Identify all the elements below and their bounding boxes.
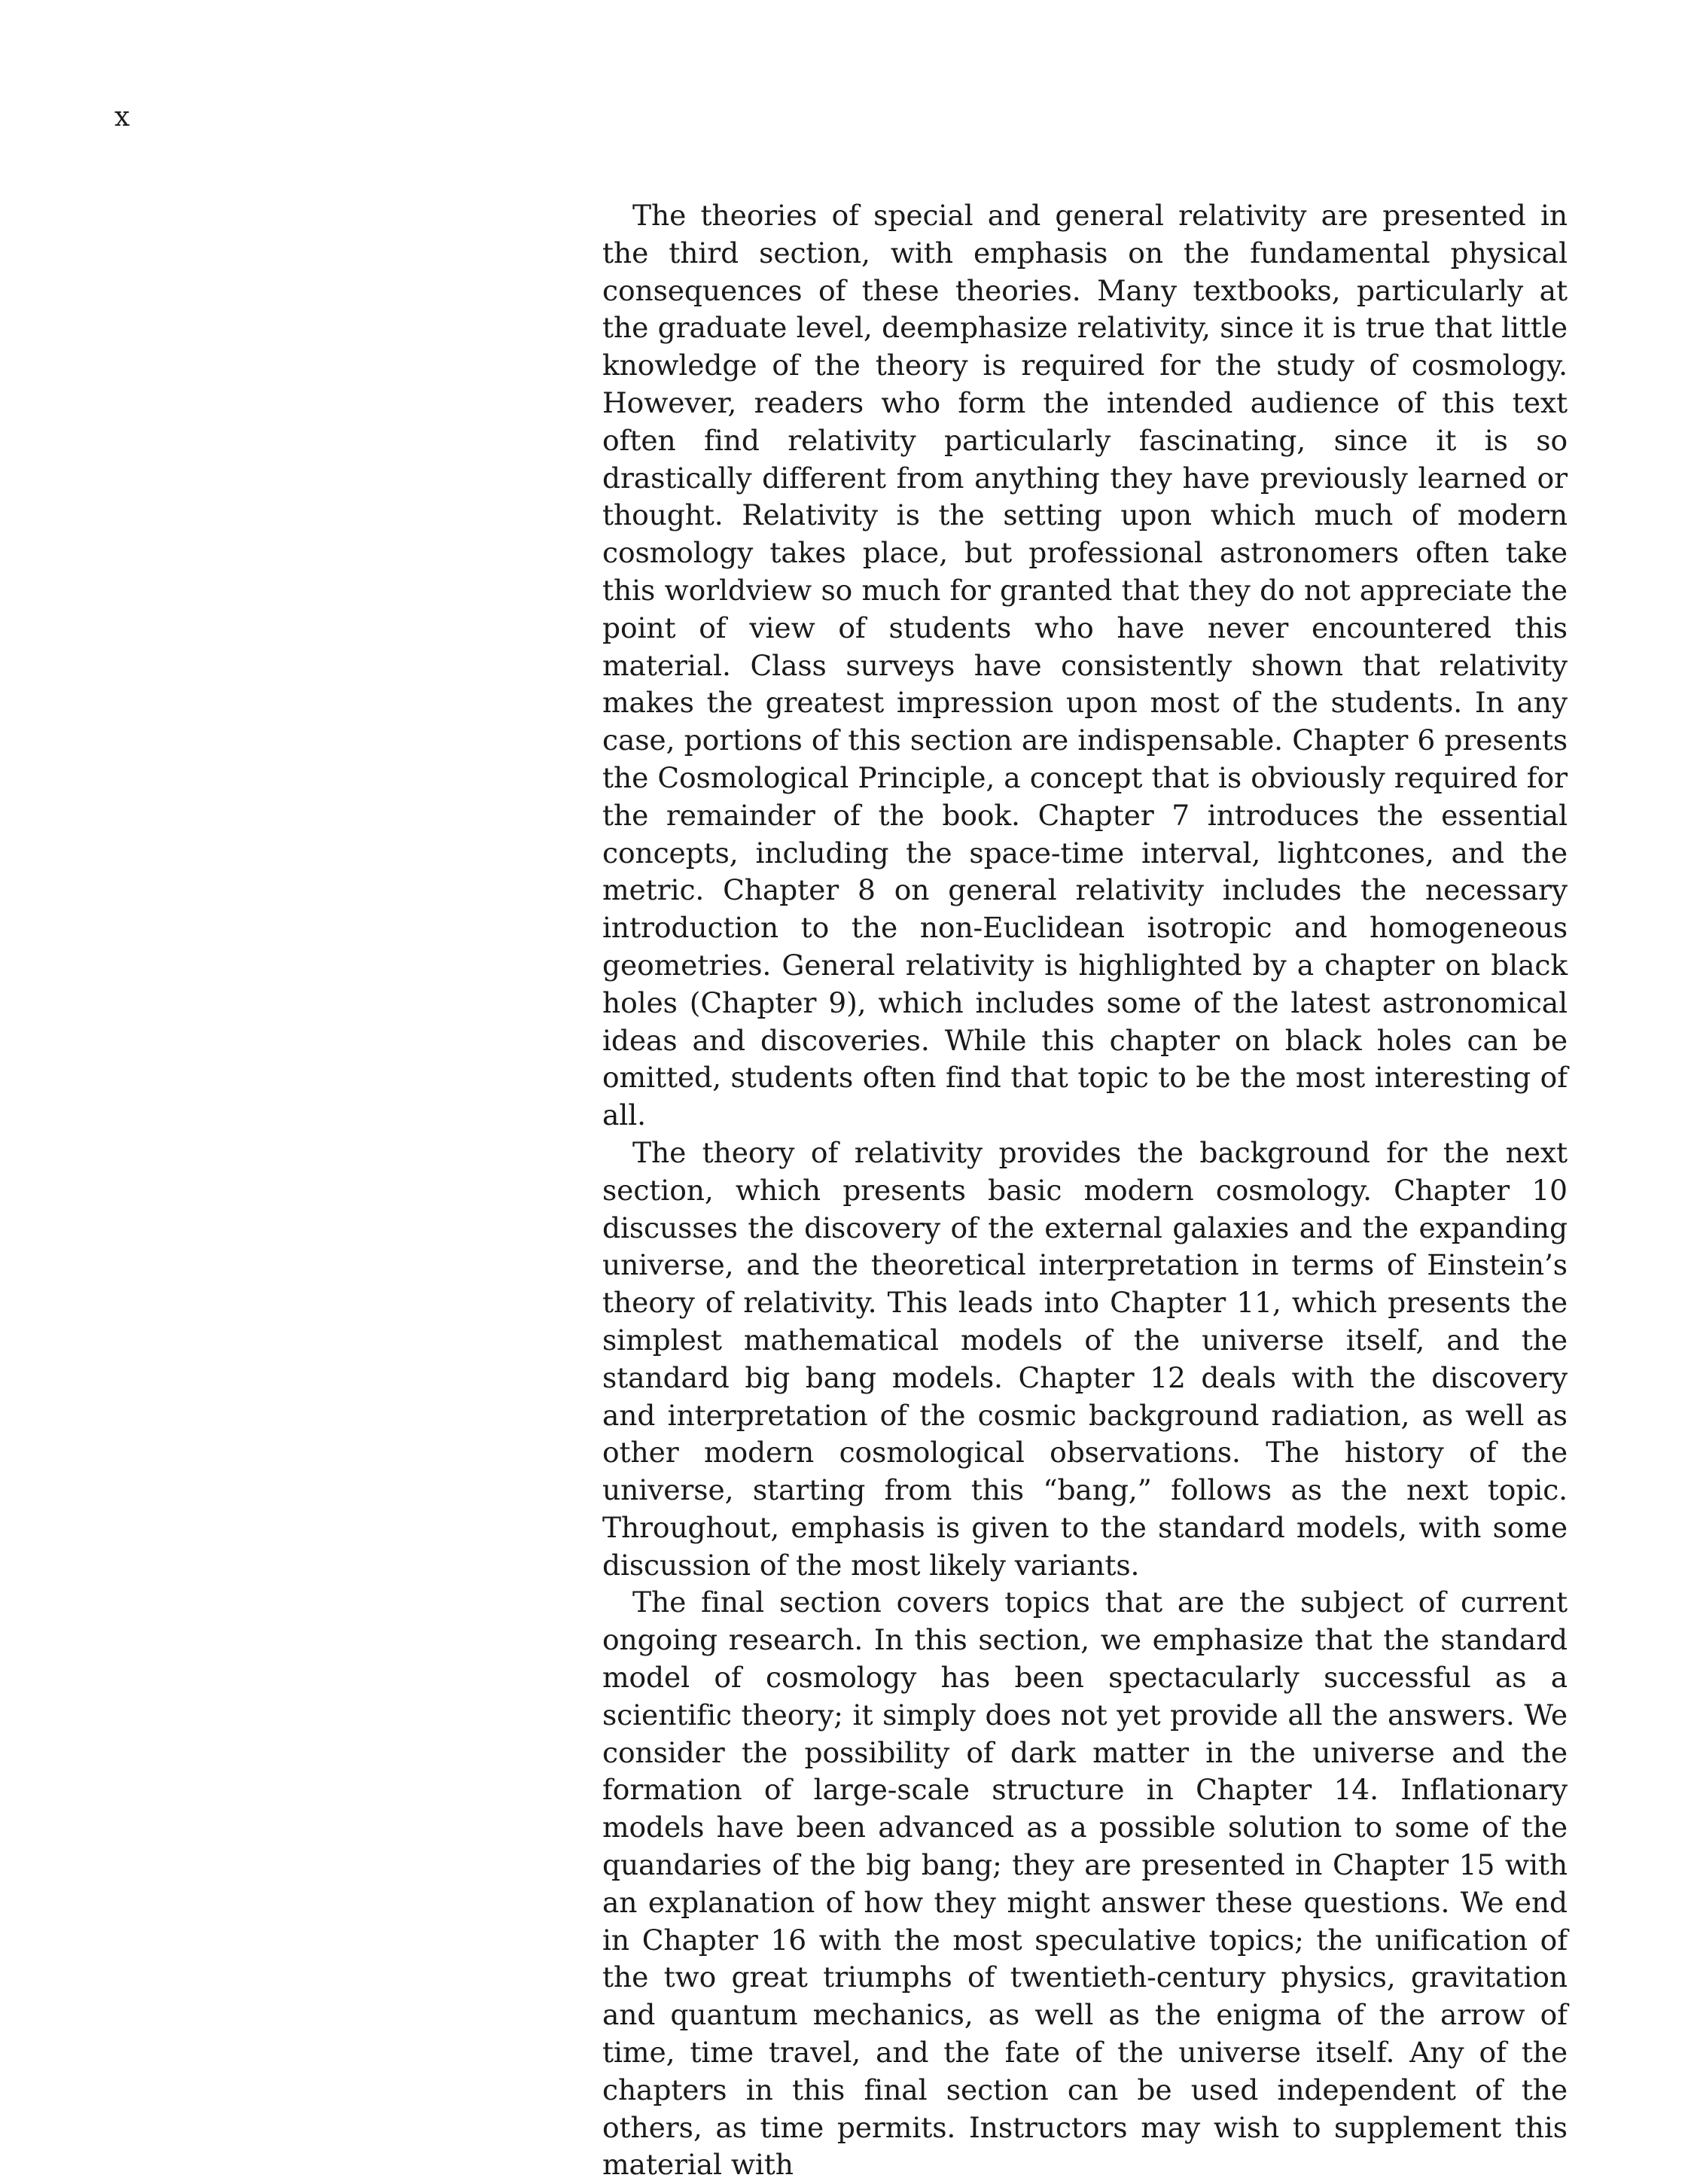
page-number: x [114, 102, 130, 133]
paragraph-relativity-section: The theories of special and general relativity are presented in the third section, with emphasis on the fundamental physical consequences of these theories. Many textbooks, particularly at the graduate level, deemphasize relativity, since it is true that little knowledge of the theory is required for the study of cosmology. However, readers who form the intended audience of this text often find relativity particularly fascinating, since it is so drastically different from anything they have previously learned or thought. Relativity is the setting upon which much of modern cosmology takes place, but professional astronomers often take this worldview so much for granted that they do not appreciate the point of view of students who have never encountered this material. Class surveys have consistently shown that relativity makes the greatest impression upon most of the students. In any case, portions of this section are indispensable. Chapter 6 presents the Cosmological Principle, a concept that is obviously required for the remainder of the book. Chapter 7 introduces the essential concepts, including the space-time interval, lightcones, and the metric. Chapter 8 on general relativity includes the necessary introduction to the non-Euclidean isotropic and homogeneous geometries. General relativity is highlighted by a chapter on black holes (Chapter 9), which includes some of the latest astronomical ideas and discoveries. While this chapter on black holes can be omitted, students often find that topic to be the most interesting of all. [602, 199, 1568, 1132]
body-text [602, 197, 1568, 2184]
paragraph-final-section: The final section covers topics that are the subject of current ongoing research. In this section, we emphasize that the standard model of cosmology has been spectacularly successful as a scientific theory; it simply does not yet provide all the answers. We consider the possibility of dark matter in the universe and the formation of large-scale structure in Chapter 14. Inflationary models have been advanced as a possible solution to some of the quandaries of the big bang; they are presented in Chapter 15 with an explanation of how they might answer these questions. We end in Chapter 16 with the most speculative topics; the unification of the two great triumphs of twentieth-century physics, gravitation and quantum mechanics, as well as the enigma of the arrow of time, time travel, and the fate of the universe itself. Any of the chapters in this final section can be used independent of the others, as time permits. Instructors may wish to supplement this material with [602, 1585, 1568, 2182]
paragraph-cosmology-section: The theory of relativity provides the background for the next section, which presents basic modern cosmology. Chapter 10 discusses the discovery of the external galaxies and the expanding universe, and the theoretical interpretation in terms of Einstein’s theory of relativity. This leads into Chapter 11, which presents the simplest mathematical models of the universe itself, and the standard big bang models. Chapter 12 deals with the discovery and interpretation of the cosmic background radiation, as well as other modern cosmological observations. The history of the universe, starting from this “bang,” follows as the next topic. Throughout, emphasis is given to the standard models, with some discussion of the most likely variants. [602, 1135, 1568, 1582]
